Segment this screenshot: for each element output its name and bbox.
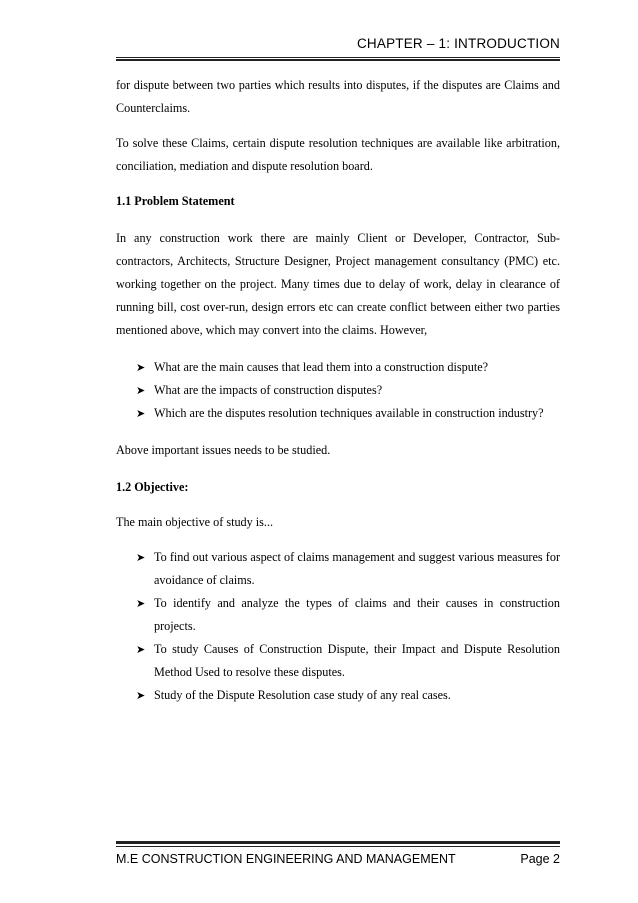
list-item: ➤ Which are the disputes resolution techniques available in construction industry? — [136, 402, 560, 425]
paragraph-5: The main objective of study is... — [116, 515, 274, 529]
arrow-bullet-icon: ➤ — [136, 361, 146, 374]
page-header — [116, 36, 560, 58]
list-item: ➤ To study Causes of Construction Dispute, their Impact and Dispute Resolution Method Used to resolve these disputes. — [136, 638, 560, 684]
arrow-bullet-icon: ➤ — [136, 551, 146, 564]
list-item: ➤ To identify and analyze the types of claims and their causes in construction projects. — [136, 592, 560, 638]
list-item: ➤ What are the impacts of construction disputes? — [136, 379, 560, 402]
question-list — [116, 356, 560, 425]
arrow-bullet-icon: ➤ — [136, 384, 146, 397]
paragraph-2: To solve these Claims, certain dispute resolution techniques are available like arbitration, conciliation, mediation and dispute resolution board. — [116, 136, 560, 173]
arrow-bullet-icon: ➤ — [136, 643, 146, 656]
page-number: Page 2 — [520, 852, 560, 866]
paragraph-4: Above important issues needs to be studied. — [116, 443, 331, 457]
arrow-bullet-icon: ➤ — [136, 407, 146, 420]
page-footer — [116, 841, 560, 866]
list-item: ➤ What are the main causes that lead them into a construction dispute? — [136, 356, 560, 379]
paragraph-3: In any construction work there are mainly Client or Developer, Contractor, Sub-contractors, Architects, Structure Designer, Project management consultancy (PMC) etc. working together on the project. Many times due to delay of work, delay in clearance of running bill, cost over-run, design errors etc can create conflict between either two parties mentioned above, which may convert into the claims. However, — [116, 231, 560, 337]
chapter-title: CHAPTER – 1: INTRODUCTION — [356, 36, 560, 51]
objective-list — [116, 546, 560, 707]
arrow-bullet-icon: ➤ — [136, 689, 146, 702]
page-body — [116, 74, 560, 707]
footer-course-title: M.E CONSTRUCTION ENGINEERING AND MANAGEMENT — [116, 852, 456, 866]
list-item: ➤ To find out various aspect of claims management and suggest various measures for avoidance of claims. — [136, 546, 560, 592]
arrow-bullet-icon: ➤ — [136, 597, 146, 610]
section-heading-problem-statement: 1.1 Problem Statement — [116, 194, 235, 208]
section-heading-objective: 1.2 Objective: — [116, 480, 189, 494]
list-item: ➤ Study of the Dispute Resolution case study of any real cases. — [136, 684, 560, 707]
paragraph-1: for dispute between two parties which results into disputes, if the disputes are Claims and Counterclaims. — [116, 78, 560, 115]
